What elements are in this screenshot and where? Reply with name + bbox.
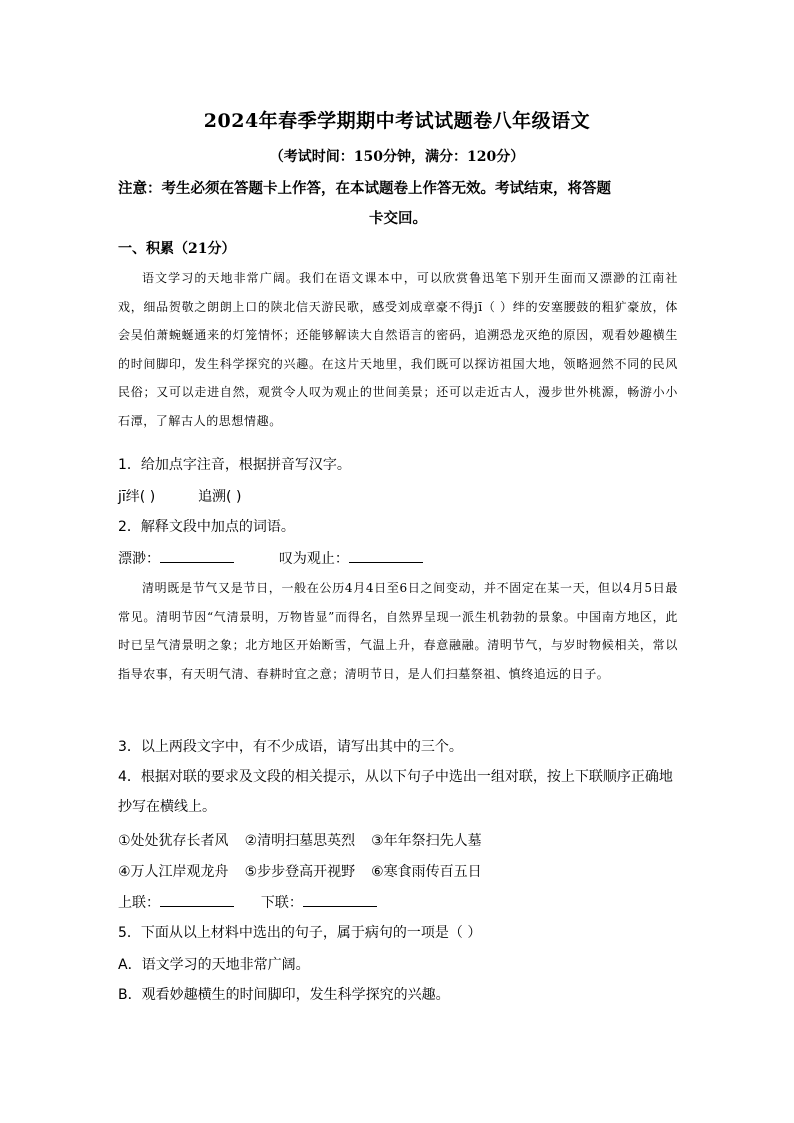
notice-line-1: 注意：考生必须在答题卡上作答，在本试题卷上作答无效。考试结束，将答题 xyxy=(118,180,611,197)
question-5-option-b: B．观看妙趣横生的时间脚印，发生科学探究的兴趣。 xyxy=(118,987,450,1003)
question-2-item-a: 漂渺： xyxy=(118,551,160,567)
option-5: ⑤步步登高开视野 xyxy=(244,864,356,880)
page-title: 2024年春季学期期中考试试题卷八年级语文 xyxy=(203,110,591,132)
option-3: ③年年祭扫先人墓 xyxy=(371,833,482,849)
question-4-answer xyxy=(118,892,377,912)
notice-line-2: 卡交回。 xyxy=(369,210,427,227)
question-2: 2．解释文段中加点的词语。 xyxy=(118,519,295,535)
question-1: 1．给加点字注音，根据拼音写汉字。 xyxy=(118,457,351,473)
answer-blank[interactable] xyxy=(303,905,377,907)
answer-blank[interactable] xyxy=(349,561,423,563)
question-1-items xyxy=(118,486,241,506)
option-1: ①处处犹存长者风 xyxy=(118,833,229,849)
upper-couplet-label: 上联： xyxy=(118,895,160,911)
question-3: 3．以上两段文字中，有不少成语，请写出其中的三个。 xyxy=(118,739,463,755)
question-5-option-a: A．语文学习的天地非常广阔。 xyxy=(118,957,310,973)
option-4: ④万人江岸观龙舟 xyxy=(118,864,229,880)
answer-blank[interactable] xyxy=(160,905,234,907)
exam-subtitle: （考试时间：150分钟，满分：120分） xyxy=(269,149,525,165)
reading-passage-2: 清明既是节气又是节日，一般在公历4月4日至6日之间变动，并不固定在某一天，但以4月5日最常见。清明节因“气清景明，万物皆显”而得名，自然界呈现一派生机勃勃的景象。中国南方地区，此时已呈气清景明之象；北方地区开始断雪，气温上升，春意融融。清明节气，与岁时物候相关，常以指导农事，有天明气清、春耕时宜之意；清明节日，是人们扫墓祭祖、慎终追远的日子。 xyxy=(118,581,678,681)
question-4-options-row-1 xyxy=(118,830,482,850)
question-4-options-row-2 xyxy=(118,861,482,881)
lower-couplet-label: 下联： xyxy=(260,895,303,911)
option-6: ⑥寒食雨传百五日 xyxy=(371,864,482,880)
reading-passage-1: 语文学习的天地非常广阔。我们在语文课本中，可以欣赏鲁迅笔下别开生面而又漂渺的江南社戏，细品贺敬之朗朗上口的陕北信天游民歌，感受刘成章豪不得jī（ ）绊的安塞腰鼓的粗犷豪放，体会吴伯萧蜿蜒通来的灯笼情怀；还能够解读大自然语言的密码，追溯恐龙灭绝的原因，观看妙趣横生的时间脚印，发生科学探究的兴趣。在这片天地里，我们既可以探访祖国大地，领略迥然不同的民风民俗；又可以走进自然，观赏令人叹为观止的世间美景；还可以走近古人，漫步世外桃源，畅游小小石潭，了解古人的思想情趣。 xyxy=(118,271,678,428)
question-2-item-b: 叹为观止： xyxy=(278,551,349,567)
question-1-item-b: 追溯( ) xyxy=(198,489,242,505)
question-1-item-a: jī绊( ) xyxy=(118,489,156,505)
answer-blank[interactable] xyxy=(160,561,234,563)
question-2-items xyxy=(118,548,423,568)
option-2: ②清明扫墓思英烈 xyxy=(244,833,356,849)
question-4: 4．根据对联的要求及文段的相关提示，从以下句子中选出一组对联，按上下联顺序正确地抄写在横线上。 xyxy=(118,769,673,815)
section-heading: 一、积累（21分） xyxy=(118,241,236,257)
question-5: 5．下面从以上材料中选出的句子，属于病句的一项是（ ） xyxy=(118,925,482,941)
exam-notice xyxy=(118,174,678,234)
